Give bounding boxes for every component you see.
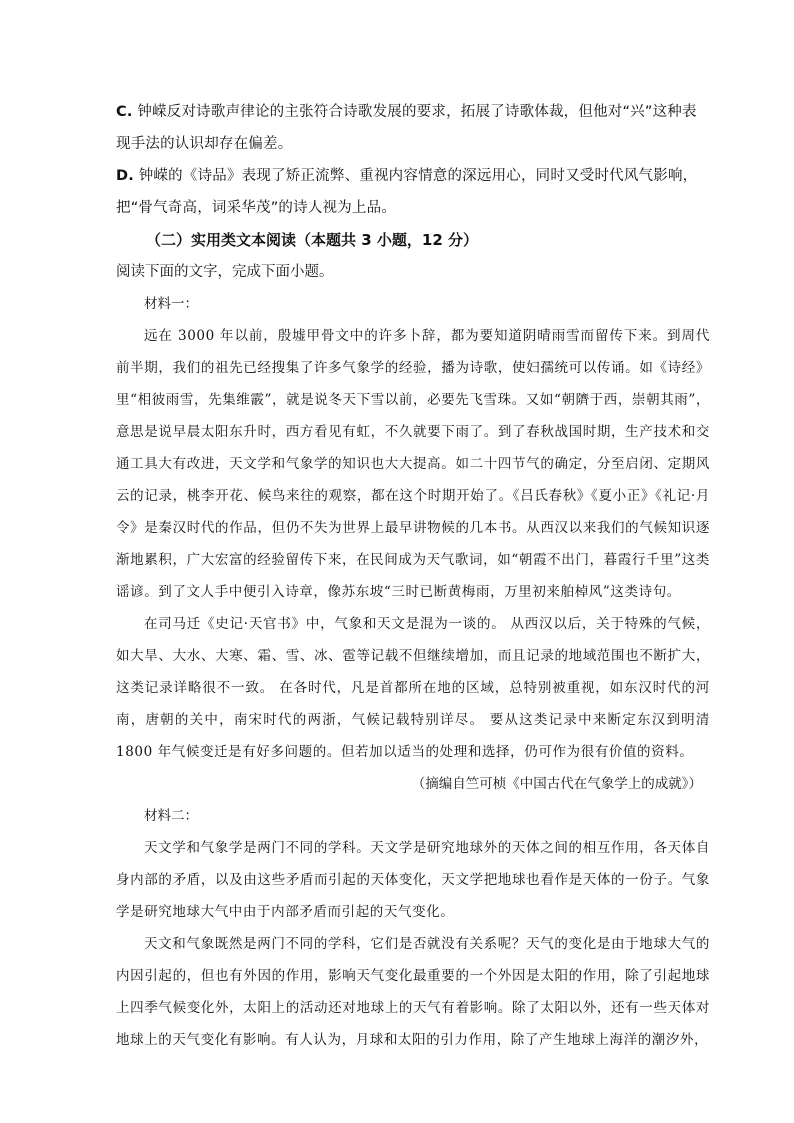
material1-label: 材料一： (144, 296, 198, 312)
option-d-label: D. (116, 168, 134, 184)
option-c-label: C. (116, 104, 133, 120)
section-title: （二）实用类文本阅读（本题共 3 小题，12 分） (146, 231, 478, 249)
material2-paragraph-2: 天文和气象既然是两门不同的学科，它们是否就没有关系呢？天气的变化是由于地球大气的内因引起的，但也有外因的作用，影响天气变化最重要的一个外因是太阳的作用，除了引起地球上四季气候变化外，太阳上的活动还对地球上的天气有着影响。除了太阳以外，还有一些天体对地球上的天气变化有影响。有人认为，月球和太阳的引力作用，除了产生地球上海洋的潮汐外， (116, 936, 710, 1048)
option-c-text: 钟嵘反对诗歌声律论的主张符合诗歌发展的要求，拓展了诗歌体裁，但他对“兴”这种表现手法的认识却存在偏差。 (116, 104, 697, 152)
document-page (116, 96, 710, 1056)
option-c (116, 96, 710, 160)
section-instruction: 阅读下面的文字，完成下面小题。 (116, 264, 334, 280)
option-d-text: 钟嵘的《诗品》表现了矫正流弊、重视内容情意的深远用心，同时又受时代风气影响，把“骨气奇高，词采华茂”的诗人视为上品。 (116, 168, 698, 216)
material1-paragraph-1: 远在 3000 年以前，殷墟甲骨文中的许多卜辞，都为要知道阴晴雨雪而留传下来。到周代前半期，我们的祖先已经搜集了许多气象学的经验，播为诗歌，使妇孺统可以传诵。如《诗经》里“相彼雨雪，先集维霰”，就是说冬天下雪以前，必要先飞雪珠。又如“朝隮于西，崇朝其雨”，意思是说早晨太阳东升时，西方看见有虹，不久就要下雨了。到了春秋战国时期，生产技术和交通工具大有改进，天文学和气象学的知识也大大提高。如二十四节气的确定，分至启闭、定期风云的记录，桃李开花、候鸟来往的观察，都在这个时期开始了。《吕氏春秋》《夏小正》《礼记·月令》是秦汉时代的作品，但仍不失为世界上最早讲物候的几本书。从西汉以来我们的气候知识逐渐地累积，广大宏富的经验留传下来，在民间成为天气歌词，如“朝霞不出门，暮霞行千里”这类谣谚。到了文人手中便引入诗章，像苏东坡“三时已断黄梅雨，万里初来舶棹风”这类诗句。 (116, 328, 711, 600)
material1-source: （摘编自竺可桢《中国古代在气象学上的成就》） (411, 776, 702, 792)
material1-paragraph-2: 在司马迁《史记·天官书》中，气象和天文是混为一谈的。 从西汉以后，关于特殊的气候，如大旱、大水、大寒、霜、雪、冰、雹等记载不但继续增加，而且记录的地域范围也不断扩大，这类记录详略很不一致。 在各时代，凡是首都所在地的区域，总特别被重视，如东汉时代的河南，唐朝的关中，南宋时代的两浙，气候记载特别详尽。 要从这类记录中来断定东汉到明清 1800 年气候变迁是有好多问题的。但若加以适当的处理和选择，仍可作为很有价值的资料。 (116, 616, 710, 760)
material2-label: 材料二： (144, 808, 198, 824)
material2-paragraph-1: 天文学和气象学是两门不同的学科。天文学是研究地球外的天体之间的相互作用，各天体自身内部的矛盾，以及由这些矛盾而引起的天体变化，天文学把地球也看作是天体的一份子。气象学是研究地球大气中由于内部矛盾而引起的天气变化。 (116, 840, 710, 920)
option-d (116, 160, 710, 224)
